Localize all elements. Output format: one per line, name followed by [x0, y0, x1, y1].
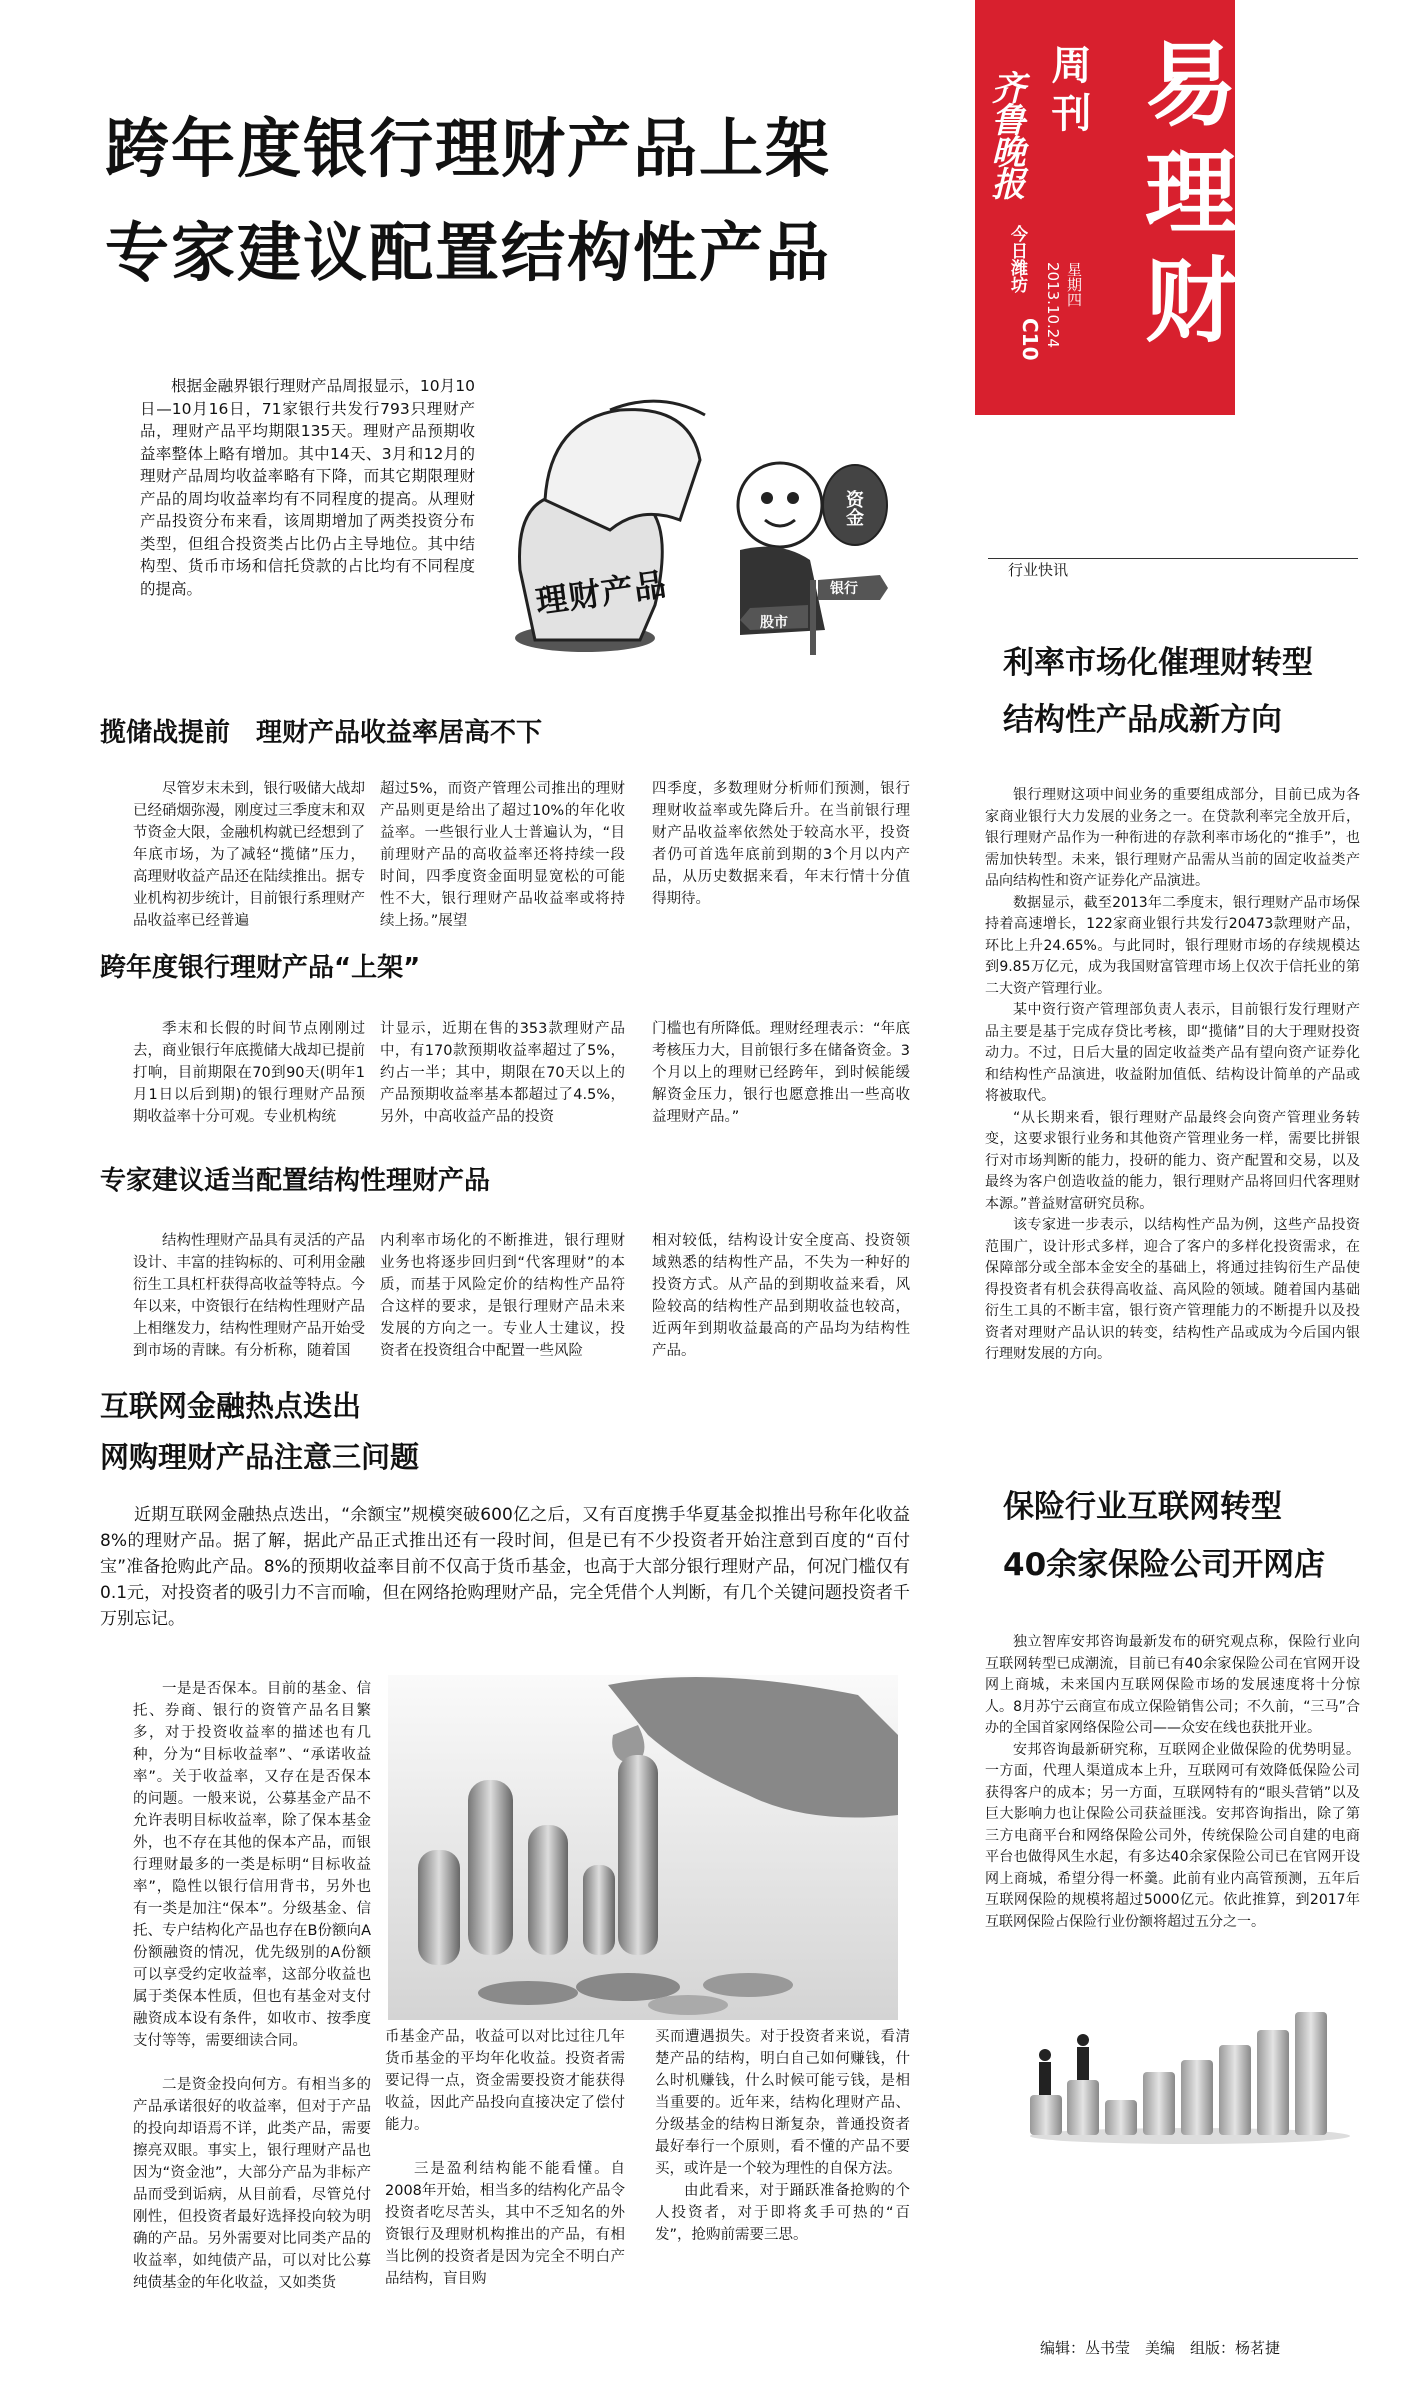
section3-col2: 内利率市场化的不断推进，银行理财业务也将逐步回归到“代客理财”的本质，而基于风险定价的结构性产品符合这样的要求，是银行理财产品未来发展的方向之一。专业人士建议，投资者在投资组合中配置一些风险: [380, 1233, 625, 1359]
internet-col3: 买而遭遇损失。对于投资者来说，看清楚产品的结构，明白自己如何赚钱，什么时机赚钱，什么时候可能亏钱，是相当重要的。近年来，结构化理财产品、分级基金的结构日渐复杂，普通投资者最好奉行一个原则，看不懂的产品不要买，或许是一个较为理性的自保方法。 由此看来，对于踊跃准备抢购的个人投资者，对于即将炙手可热的“百发”，抢购前需要三思。: [655, 2029, 910, 2243]
section3-col3: 相对较低，结构设计安全度高、投资领域熟悉的结构性产品，不失为一种好的投资方式。从产品的到期收益来看，风险较高的结构性产品到期收益也较高，近两年到期收益最高的产品均为结构性产品。: [652, 1233, 910, 1359]
section2-col3: 门槛也有所降低。理财经理表示：“年底考核压力大，目前银行多在储备资金。3个月以上的理财已经跨年，到时候能缓解资金压力，银行也愿意推出一些高收益理财产品。”: [652, 1021, 910, 1125]
internet-title-line2: 网购理财产品注意三问题: [100, 1440, 420, 1474]
right-article2-title-line1: 保险行业互联网转型: [1003, 1489, 1282, 1525]
masthead-weekday: 星期四: [1065, 262, 1083, 307]
masthead-title-char-3: 财: [1145, 248, 1238, 355]
section1-col1: 尽管岁末未到，银行吸储大战却已经硝烟弥漫，刚度过三季度末和双节资金大限，金融机构就已经想到了年底市场，为了减轻“揽储”压力，高理财收益产品还在陆续推出。据专业机构初步统计，目前银行系理财产品收益率已经普遍: [133, 781, 365, 929]
internet-title-line1: 互联网金融热点迭出: [100, 1389, 362, 1423]
section3-col1: 结构性理财产品具有灵活的产品设计、丰富的挂钩标的、可利用金融衍生工具杠杆获得高收益等特点。今年以来，中资银行在结构性理财产品上相继发力，结构性理财产品开始受到市场的青睐。有分析称，随着国: [133, 1233, 365, 1359]
section2-col1: 季末和长假的时间节点刚刚过去，商业银行年底揽储大战却已提前打响，目前期限在70到90天(明年1月1日以后到期)的银行理财产品预期收益率十分可观。专业机构统: [133, 1021, 365, 1125]
right-article2-title-line2: 40余家保险公司开网店: [1003, 1547, 1326, 1583]
section2-heading: 跨年度银行理财产品“上架”: [100, 953, 421, 983]
masthead-page: C10: [1018, 318, 1042, 361]
masthead-paper-name: 齐鲁晚报: [985, 70, 1025, 198]
masthead-title-char-2: 理: [1145, 140, 1238, 247]
section1-col2: 超过5%，而资产管理公司推出的理财产品则更是给出了超过10%的年化收益率。一些银行业人士普遍认为，“目前理财产品的高收益率还将持续一段时间，四季度资金面明显宽松的可能性不大，银行理财产品收益率或将持续上扬。”展望: [380, 781, 625, 929]
masthead-title-char-1: 易: [1145, 32, 1238, 139]
main-title-line1: 跨年度银行理财产品上架: [105, 113, 831, 187]
cartoon-bag-label: 资金: [843, 490, 864, 526]
masthead-edition: 今日潍坊: [1007, 225, 1027, 293]
section-label: 行业快讯: [1008, 561, 1069, 579]
right-article1-body: 银行理财这项中间业务的重要组成部分，目前已成为各家商业银行大力发展的业务之一。在贷款利率完全放开后，银行理财产品作为一种衔进的存款利率市场化的“推手”，也需加快转型。未来，银行理财产品需从当前的固定收益类产品向结构性和资产证券化产品演进。 数据显示，截至2013年二季度末，银行理财产品市场保持着高速增长，122家商业银行共发行20473款理财产品，环比上升24.65%。与此同时，银行理财市场的存续规模达到9.85万亿元，成为我国财富管理市场上仅次于信托业的第二大资产管理行业。 某中资行资产管理部负责人表示，目前银行发行理财产品主要是基于完成存贷比考核，即“揽储”目的大于理财投资动力。不过，日后大量的固定收益类产品有望向资产证券化和结构性产品演进，收益附加值低、结构设计简单的产品或将被取代。 “从长期来看，银行理财产品最终会向资产管理业务转变，这要求银行业务和其他资产管理业务一样，需要比拼银行对市场判断的能力，投研的能力、资产配置和交易，以及最终为客户创造收益的能力，银行理财产品将回归代客理财本源。”普益财富研究员称。 该专家进一步表示，以结构性产品为例，这些产品投资范围广，设计形式多样，迎合了客户的多样化投资需求，在保障部分或全部本金安全的基础上，将通过挂钩衍生产品使得投资者有机会获得高收益、高风险的领域。随着国内基础衍生工具的不断丰富，银行资产管理能力的不断提升以及投资者对理财产品认识的转变，结构性产品或成为今后国内银行理财发展的方向。: [985, 787, 1360, 1362]
internet-col2: 币基金产品，收益可以对比过往几年货币基金的平均年化收益。投资者需要记得一点，资金需要投资才能获得收益，因此产品投向直接决定了偿付能力。 三是盈利结构能不能看懂。自2008年开始，相当多的结构化产品令投资者吃尽苦头，其中不乏知名的外资银行及理财机构推出的产品，有相当比例的投资者是因为完全不明白产品结构，盲目购: [385, 2029, 625, 2287]
section2-col2: 计显示，近期在售的353款理财产品中，有170款预期收益率超过了5%，约占一半；其中，期限在70天以上的产品预期收益率基本都超过了4.5%，另外，中高收益产品的投资: [380, 1021, 625, 1125]
cartoon-sign-bank: 银行: [830, 581, 858, 597]
main-intro: 根据金融界银行理财产品周报显示，10月10日—10月16日，71家银行共发行793只理财产品，理财产品平均期限135天。理财产品预期收益率整体上略有增加。其中14天、3月和12月的理财产品周均收益率略有下降，而其它期限理财产品的周均收益率均有不同程度的提高。从理财产品投资分布来看，该周期增加了两类投资分布类型，但组合投资类占比仍占主导地位。其中结构型、货币市场和信托贷款的占比均有不同程度的提高。: [140, 377, 475, 598]
masthead-date: 2013.10.24: [1044, 262, 1062, 348]
people-on-coin-stacks-photo: [1025, 2000, 1355, 2145]
right-article1-title-line1: 利率市场化催理财转型: [1003, 645, 1313, 681]
section1-col3: 四季度，多数理财分析师们预测，银行理财收益率或先降后升。在当前银行理财产品收益率依然处于较高水平，投资者仍可首选年底前到期的3个月以内产品，从历史数据来看，年末行情十分值得期待。: [652, 781, 910, 907]
right-column-divider: [988, 558, 1358, 559]
cartoon-sign-stock: 股市: [760, 615, 788, 631]
masthead-weekly: 周刊: [1045, 44, 1091, 140]
page-credits: 编辑：丛书莹 美编 组版：杨茗捷: [1040, 2339, 1281, 2357]
internet-lead: 近期互联网金融热点迭出，“余额宝”规模突破600亿之后，又有百度携手华夏基金拟推出号称年化收益8%的理财产品。据了解，据此产品正式推出还有一段时间，但是已有不少投资者开始注意到百度的“百付宝”准备抢购此产品。8%的预期收益率目前不仅高于货币基金，也高于大部分银行理财产品，何况门槛仅有0.1元，对投资者的吸引力不言而喻，但在网络抢购理财产品，完全凭借个人判断，有几个关键问题投资者千万别忘记。: [100, 1505, 910, 1629]
right-article1-title-line2: 结构性产品成新方向: [1003, 702, 1282, 738]
hand-stacking-coins-photo: [388, 1675, 898, 2020]
main-title-line2: 专家建议配置结构性产品: [105, 217, 831, 291]
internet-col1: 一是是否保本。目前的基金、信托、券商、银行的资管产品名目繁多，对于投资收益率的描述也有几种，分为“目标收益率”、“承诺收益率”。关于收益率，又存在是否保本的问题。一般来说，公募基金产品不允许表明目标收益率，除了保本基金外，也不存在其他的保本产品，而银行理财最多的一类是标明“目标收益率”，隐性以银行信用背书，另外也有一类是加注“保本”。分级基金、信托、专户结构化产品也存在B份额向A份额融资的情况，优先级别的A份额可以享受约定收益率，这部分收益也属于类保本性质，但也有基金对支付融资成本设有条件，如收市、按季度支付等等，需要细读合同。 二是资金投向何方。有相当多的产品承诺很好的收益率，但对于产品的投向却语焉不详，此类产品，需要擦亮双眼。事实上，银行理财产品也因为“资金池”，大部分产品为非标产品而受到诟病，从目前看，尽管兑付刚性，但投资者最好选择投向较为明确的产品。另外需要对比同类产品的收益率，如纯债产品，可以对比公募纯债基金的年化收益，又如类货: [133, 1681, 371, 2291]
section3-heading: 专家建议适当配置结构性理财产品: [100, 1166, 491, 1196]
right-article2-body: 独立智库安邦咨询最新发布的研究观点称，保险行业向互联网转型已成潮流，目前已有40余家保险公司在官网开设网上商城，未来国内互联网保险市场的发展速度将十分惊人。8月苏宁云商宣布成立保险销售公司；不久前，“三马”合办的全国首家网络保险公司——众安在线也获批开业。 安邦咨询最新研究称，互联网企业做保险的优势明显。一方面，代理人渠道成本上升，互联网可有效降低保险公司获得客户的成本；另一方面，互联网特有的“眼头营销”以及巨大影响力也让保险公司获益匪浅。安邦咨询指出，除了第三方电商平台和网络保险公司外，传统保险公司自建的电商平台也做得风生水起，有多达40余家保险公司已在官网开设网上商城，希望分得一杯羹。此前有业内高管预测，五年后互联网保险的规模将超过5000亿元。依此推算，到2017年互联网保险占保险行业份额将超过五分之一。: [985, 1634, 1360, 1930]
section1-heading: 揽储战提前 理财产品收益率居高不下: [100, 718, 543, 748]
cartoon-product-label: 理财产品: [533, 564, 670, 621]
